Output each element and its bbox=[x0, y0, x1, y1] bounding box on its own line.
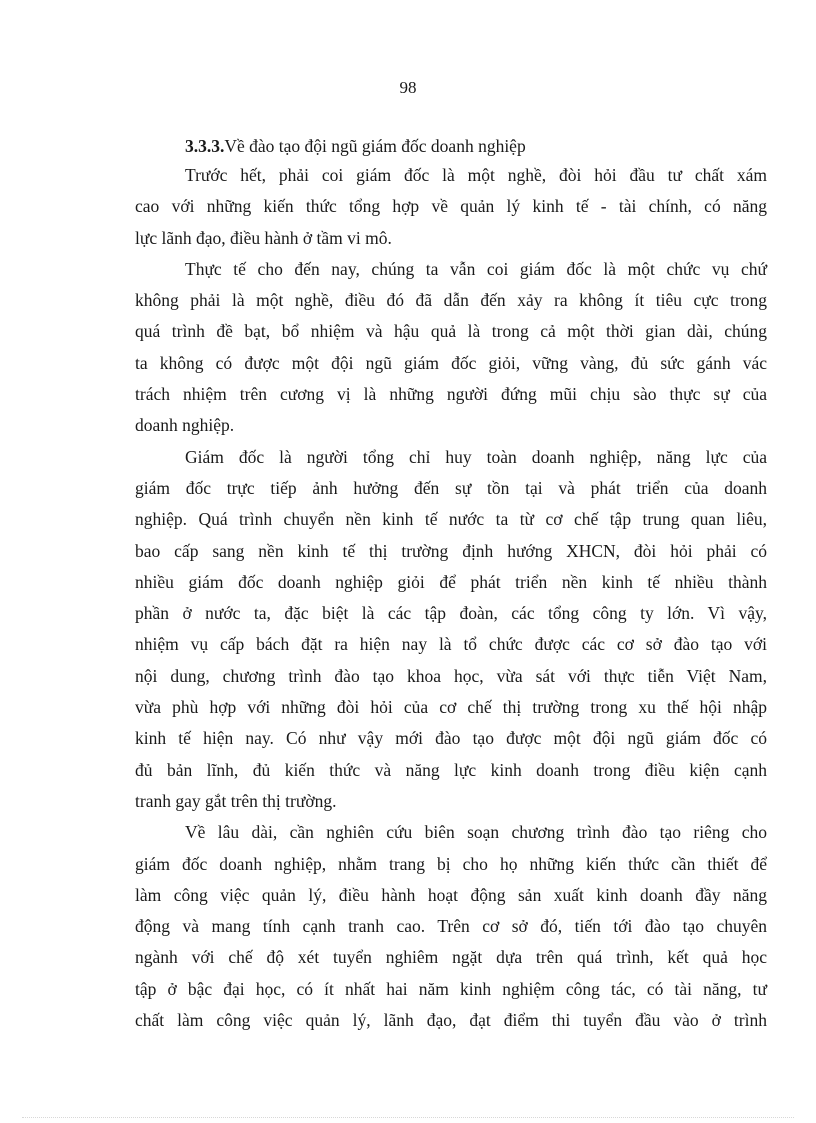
paragraph-line: Về lâu dài, cần nghiên cứu biên soạn chương trình đào tạo riêng cho bbox=[185, 822, 767, 843]
paragraph-line: trách nhiệm trên cương vị là những người đứng mũi chịu sào thực sự của bbox=[135, 384, 767, 405]
paragraph-line: Giám đốc là người tổng chỉ huy toàn doanh nghiệp, năng lực của bbox=[185, 446, 767, 467]
section-number: 3.3.3. bbox=[185, 136, 225, 156]
paragraph bbox=[135, 160, 767, 254]
paragraph-line: nhiệm vụ cấp bách đặt ra hiện nay là tổ chức được các cơ sở đào tạo với bbox=[135, 634, 767, 655]
paragraph-line: tập ở bậc đại học, có ít nhất hai năm kinh nghiệm công tác, có tài năng, tư bbox=[135, 978, 767, 999]
paragraph-line: phần ở nước ta, đặc biệt là các tập đoàn, các tổng công ty lớn. Vì vậy, bbox=[135, 603, 767, 624]
paragraph bbox=[135, 442, 767, 818]
paragraph-line: cao với những kiến thức tổng hợp về quản lý kinh tế - tài chính, có năng bbox=[135, 196, 767, 217]
paragraph-line: nội dung, chương trình đào tạo khoa học, vừa sát với thực tiễn Việt Nam, bbox=[135, 665, 767, 686]
paragraph-line: động và mang tính cạnh tranh cao. Trên cơ sở đó, tiến tới đào tạo chuyên bbox=[135, 916, 767, 937]
paragraph-line: quá trình đề bạt, bổ nhiệm và hậu quả là trong cả một thời gian dài, chúng bbox=[135, 321, 767, 342]
paragraph-line: không phải là một nghề, điều đó đã dẫn đến xảy ra không ít tiêu cực trong bbox=[135, 290, 767, 311]
paragraph-line: Trước hết, phải coi giám đốc là một nghề, đòi hỏi đầu tư chất xám bbox=[185, 165, 767, 185]
paragraph-line: Thực tế cho đến nay, chúng ta vẫn coi giám đốc là một chức vụ chứ bbox=[185, 258, 767, 279]
document-body bbox=[135, 132, 767, 1036]
paragraph-line: vừa phù hợp với những đòi hỏi của cơ chế thị trường trong xu thế hội nhập bbox=[135, 697, 767, 718]
section-heading bbox=[185, 132, 767, 160]
paragraph-line: tranh gay gắt trên thị trường. bbox=[135, 790, 337, 811]
paragraph-line: bao cấp sang nền kinh tế thị trường định hướng XHCN, đòi hỏi phải có bbox=[135, 540, 767, 561]
paragraph-line: đủ bản lĩnh, đủ kiến thức và năng lực kinh doanh trong điều kiện cạnh bbox=[135, 759, 767, 780]
paragraph-line: doanh nghiệp. bbox=[135, 415, 235, 436]
page-number: 98 bbox=[399, 78, 417, 97]
paragraph bbox=[135, 817, 767, 1036]
paragraph-line: giám đốc doanh nghiệp, nhằm trang bị cho họ những kiến thức cần thiết để bbox=[135, 853, 767, 874]
paragraph-line: chất làm công việc quản lý, lãnh đạo, đạt điểm thi tuyển đầu vào ở trình bbox=[135, 1010, 767, 1031]
page-bottom-rule bbox=[22, 1117, 794, 1118]
paragraph-line: lực lãnh đạo, điều hành ở tầm vi mô. bbox=[135, 227, 392, 248]
paragraph-line: làm công việc quản lý, điều hành hoạt động sản xuất kinh doanh đầy năng bbox=[135, 884, 767, 905]
paragraph-line: giám đốc trực tiếp ảnh hưởng đến sự tồn tại và phát triển của doanh bbox=[135, 477, 767, 498]
paragraph-line: ngành với chế độ xét tuyển nghiêm ngặt dựa trên quá trình, kết quả học bbox=[135, 947, 767, 968]
paragraph bbox=[135, 254, 767, 442]
paragraph-line: nhiều giám đốc doanh nghiệp giỏi để phát triển nền kinh tế nhiều thành bbox=[135, 571, 767, 592]
paragraph-line: kinh tế hiện nay. Có như vậy mới đào tạo được một đội ngũ giám đốc có bbox=[135, 728, 767, 749]
paragraphs bbox=[135, 160, 767, 1036]
section-title: Về đào tạo đội ngũ giám đốc doanh nghiệp bbox=[224, 136, 526, 156]
paragraph-line: nghiệp. Quá trình chuyển nền kinh tế nước ta từ cơ chế tập trung quan liêu, bbox=[135, 509, 767, 530]
paragraph-line: ta không có được một đội ngũ giám đốc giỏi, vững vàng, đủ sức gánh vác bbox=[135, 352, 767, 373]
